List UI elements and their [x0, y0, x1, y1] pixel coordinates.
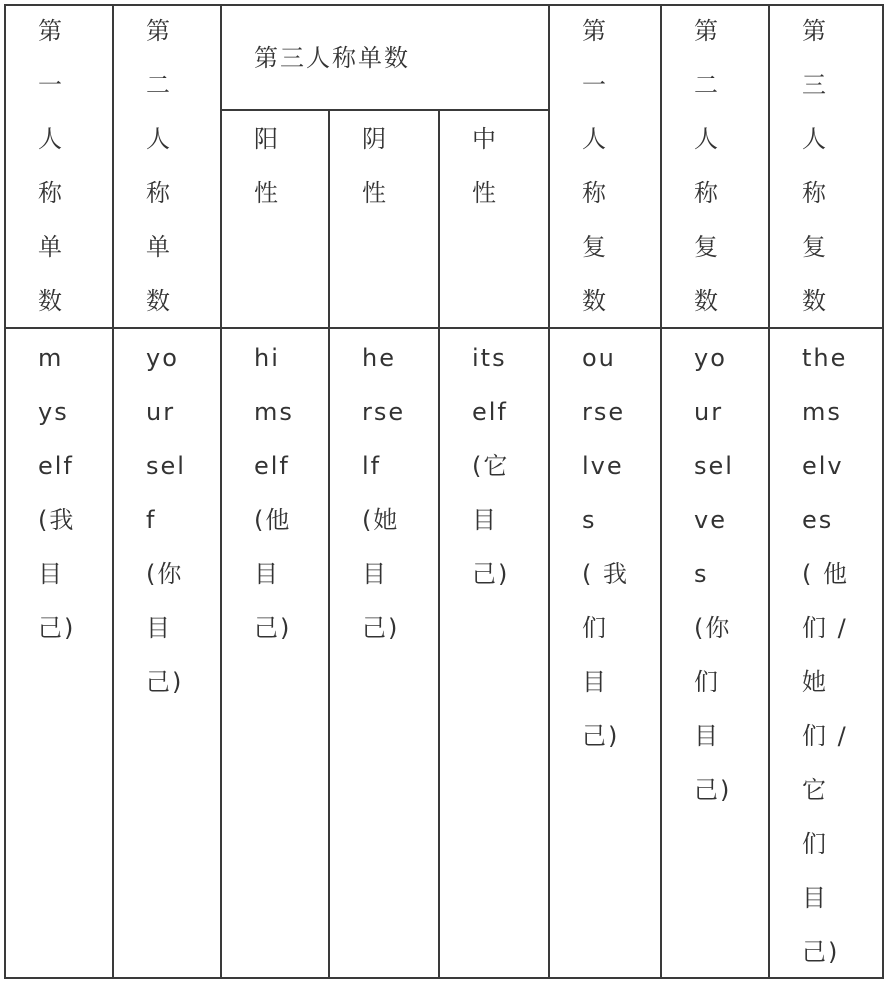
table-border-left [4, 4, 6, 979]
cell-ourselves: ou rse lve s ( 我 们 目 己) [582, 344, 629, 750]
header-second-person-singular: 第 二 人 称 单 数 [146, 17, 172, 315]
header-first-person-plural: 第 一 人 称 复 数 [582, 17, 608, 315]
table-divider [768, 4, 770, 979]
cell-yourselves: yo ur sel ve s (你 们 目 己) [694, 344, 734, 804]
header-feminine: 阴 性 [362, 125, 388, 207]
header-second-person-plural: 第 二 人 称 复 数 [694, 17, 720, 315]
cell-herself: he rse lf (她 目 己) [362, 344, 406, 642]
header-first-person-singular: 第 一 人 称 单 数 [38, 17, 64, 315]
header-third-person-plural: 第 三 人 称 复 数 [802, 17, 828, 315]
table-header-line [4, 327, 884, 329]
table-subheader-line [220, 109, 550, 111]
table-divider [438, 110, 440, 979]
cell-yourself: yo ur sel f (你 目 己) [146, 344, 186, 696]
table-divider [660, 4, 662, 979]
table-divider [220, 4, 222, 979]
header-third-person-singular: 第三人称单数 [254, 44, 410, 72]
table-divider [328, 110, 330, 979]
cell-myself: m ys elf (我 目 己) [38, 344, 76, 642]
cell-himself: hi ms elf (他 目 己) [254, 344, 294, 642]
cell-itself: its elf (它 目 己) [472, 344, 510, 588]
header-masculine: 阳 性 [254, 125, 280, 207]
table-border-top [4, 4, 884, 6]
table-border-right [882, 4, 884, 979]
cell-themselves: the ms elv es ( 他 们 / 她 们 / 它 们 目 己) [802, 344, 849, 966]
table-divider [548, 4, 550, 979]
table-border-bottom [4, 977, 884, 979]
table-divider [112, 4, 114, 979]
header-neuter: 中 性 [472, 125, 498, 207]
